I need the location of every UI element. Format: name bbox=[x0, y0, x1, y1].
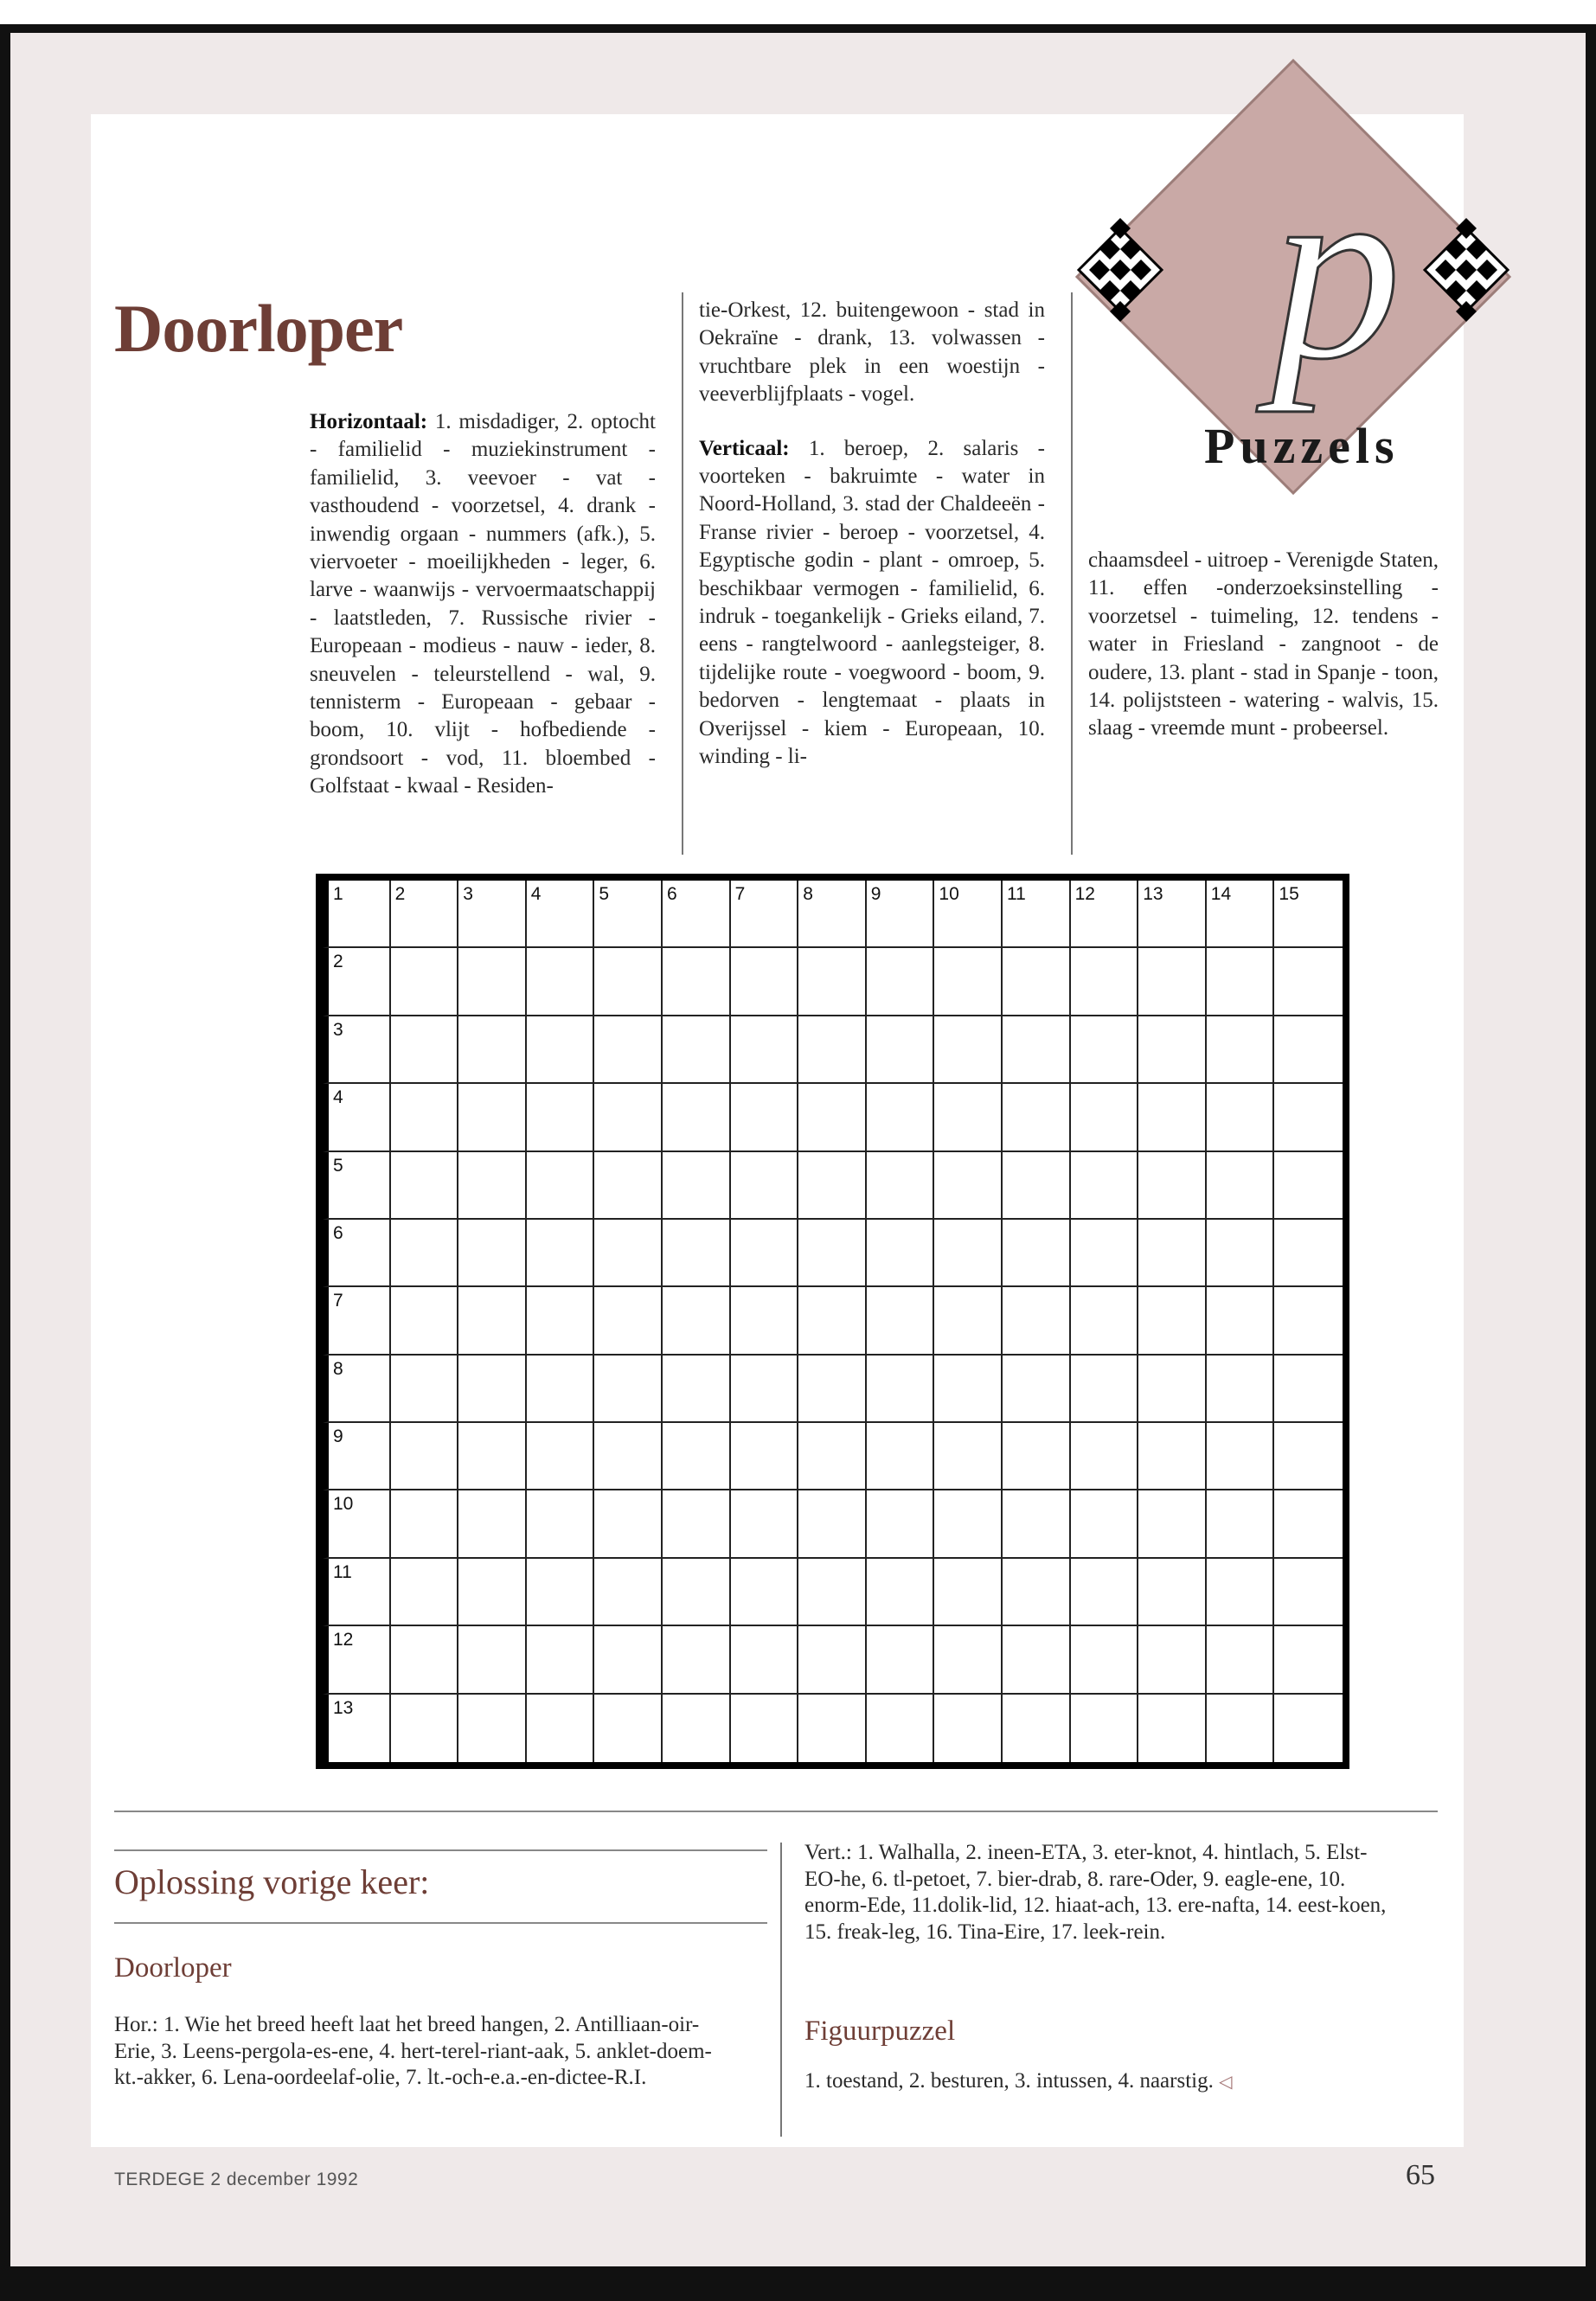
grid-cell[interactable] bbox=[1138, 1016, 1207, 1084]
grid-cell[interactable] bbox=[323, 1559, 391, 1626]
grid-cell[interactable] bbox=[323, 1152, 391, 1220]
grid-cell[interactable] bbox=[1207, 1287, 1275, 1355]
cell-number: 4 bbox=[333, 1087, 343, 1108]
grid-cell[interactable] bbox=[731, 1084, 799, 1151]
cell-number: 1 bbox=[333, 884, 343, 904]
grid-cell[interactable] bbox=[934, 1220, 1003, 1287]
grid-cell[interactable] bbox=[391, 881, 459, 948]
grid-cell[interactable] bbox=[458, 1490, 527, 1558]
grid-cell[interactable] bbox=[1003, 1559, 1071, 1626]
grid-cell[interactable] bbox=[798, 1287, 867, 1355]
grid-cell[interactable] bbox=[458, 1695, 527, 1762]
section-title: Puzzels bbox=[1204, 418, 1400, 474]
cell-number: 13 bbox=[1143, 884, 1163, 904]
grid-cell[interactable] bbox=[1071, 948, 1139, 1016]
grid-cell[interactable] bbox=[731, 881, 799, 948]
grid-cell[interactable] bbox=[1207, 1490, 1275, 1558]
solution-divider bbox=[780, 1843, 782, 2137]
clues-vertical-continued bbox=[1088, 547, 1439, 743]
grid-cell[interactable] bbox=[1003, 1152, 1071, 1220]
solution-vertical: Vert.: 1. Walhalla, 2. ineen-ETA, 3. eter-knot, 4. hintlach, 5. Elst-EO-he, 6. tl-petoet, 7. bier-drab, 8. rare-Oder, 9. eagle-ene, 10. enorm-Ede, 11.dolik-lid, 12. hiaat-ach, 13. ere-nafta, 14. eest-koen, 15. freak-leg, 16. Tina-Eire, 17. leek-rein. bbox=[804, 1841, 1387, 1944]
grid-cell[interactable] bbox=[867, 1152, 935, 1220]
grid-cell[interactable] bbox=[1003, 1356, 1071, 1423]
cell-number: 5 bbox=[599, 884, 610, 904]
grid-cell[interactable] bbox=[527, 1626, 595, 1694]
grid-cell[interactable] bbox=[663, 1626, 731, 1694]
grid-cell[interactable] bbox=[663, 1220, 731, 1287]
grid-cell[interactable] bbox=[1003, 1423, 1071, 1490]
grid-cell[interactable] bbox=[527, 1356, 595, 1423]
cell-number: 4 bbox=[530, 884, 542, 904]
column-divider-1 bbox=[682, 292, 683, 855]
grid-cell[interactable] bbox=[594, 1016, 663, 1084]
cell-number: 12 bbox=[333, 1630, 354, 1650]
cell-number: 15 bbox=[1279, 884, 1299, 904]
scan-border-top bbox=[0, 24, 1596, 33]
grid-cell[interactable] bbox=[391, 1356, 459, 1423]
grid-cell[interactable] bbox=[867, 1220, 935, 1287]
grid-cell[interactable] bbox=[323, 1287, 391, 1355]
grid-cell[interactable] bbox=[867, 1559, 935, 1626]
grid-cell[interactable] bbox=[1274, 1016, 1343, 1084]
puzzle-title: Doorloper bbox=[114, 291, 403, 366]
grid-cell[interactable] bbox=[934, 1084, 1003, 1151]
grid-cell[interactable] bbox=[731, 1016, 799, 1084]
grid-cell[interactable] bbox=[1003, 1016, 1071, 1084]
grid-cell[interactable] bbox=[1138, 1084, 1207, 1151]
grid-cell[interactable] bbox=[798, 1016, 867, 1084]
grid-cell[interactable] bbox=[594, 1559, 663, 1626]
grid-cell[interactable] bbox=[1207, 1626, 1275, 1694]
grid-cell[interactable] bbox=[323, 1490, 391, 1558]
grid-cell[interactable] bbox=[934, 1626, 1003, 1694]
grid-cell[interactable] bbox=[934, 881, 1003, 948]
grid-cell[interactable] bbox=[663, 1016, 731, 1084]
grid-cell[interactable] bbox=[458, 1626, 527, 1694]
grid-cell[interactable] bbox=[934, 1016, 1003, 1084]
grid-cell[interactable] bbox=[323, 1356, 391, 1423]
page-top-margin bbox=[0, 0, 1596, 26]
grid-cell[interactable] bbox=[1274, 1084, 1343, 1151]
grid-cell[interactable] bbox=[731, 1695, 799, 1762]
grid-cell[interactable] bbox=[934, 1695, 1003, 1762]
grid-cell[interactable] bbox=[527, 1152, 595, 1220]
grid-cell[interactable] bbox=[527, 1490, 595, 1558]
grid-cell[interactable] bbox=[1003, 881, 1071, 948]
grid-cell[interactable] bbox=[458, 1423, 527, 1490]
grid-cell[interactable] bbox=[391, 1016, 459, 1084]
grid-cell[interactable] bbox=[663, 1152, 731, 1220]
solution-top-rule bbox=[114, 1849, 767, 1851]
grid-cell[interactable] bbox=[867, 1626, 935, 1694]
grid-cell[interactable] bbox=[663, 1084, 731, 1151]
grid-cell[interactable] bbox=[663, 1490, 731, 1558]
grid-cell[interactable] bbox=[867, 1695, 935, 1762]
grid-cell[interactable] bbox=[867, 1490, 935, 1558]
grid-cell[interactable] bbox=[594, 1152, 663, 1220]
grid-cell[interactable] bbox=[1274, 1695, 1343, 1762]
grid-cell[interactable] bbox=[798, 1220, 867, 1287]
grid-cell[interactable] bbox=[1071, 1016, 1139, 1084]
grid-cell[interactable] bbox=[934, 948, 1003, 1016]
grid-cell[interactable] bbox=[323, 1016, 391, 1084]
grid-cell[interactable] bbox=[1207, 1559, 1275, 1626]
figuurpuzzel-title: Figuurpuzzel bbox=[804, 2016, 956, 2047]
grid-cell[interactable] bbox=[1274, 1626, 1343, 1694]
grid-cell[interactable] bbox=[934, 1356, 1003, 1423]
grid-cell[interactable] bbox=[391, 1559, 459, 1626]
cell-number: 6 bbox=[666, 884, 677, 904]
cell-number: 3 bbox=[333, 1019, 343, 1040]
publication-footer: TERDEGE 2 december 1992 bbox=[114, 2170, 359, 2189]
end-mark-icon: ◁ bbox=[1219, 2073, 1233, 2092]
grid-cell[interactable] bbox=[1207, 1084, 1275, 1151]
grid-cell[interactable] bbox=[867, 1287, 935, 1355]
grid-cell[interactable] bbox=[798, 1490, 867, 1558]
grid-cell[interactable] bbox=[1138, 948, 1207, 1016]
grid-cell[interactable] bbox=[731, 1220, 799, 1287]
grid-cell[interactable] bbox=[798, 1559, 867, 1626]
solution-doorloper-title: Doorloper bbox=[114, 1952, 232, 1984]
grid-cell[interactable] bbox=[663, 1695, 731, 1762]
clues-vertical bbox=[699, 297, 1045, 772]
grid-cell[interactable] bbox=[1138, 1490, 1207, 1558]
grid-cell[interactable] bbox=[1207, 1152, 1275, 1220]
grid-cell[interactable] bbox=[594, 1695, 663, 1762]
grid-cell[interactable] bbox=[1138, 1559, 1207, 1626]
grid-cell[interactable] bbox=[1003, 1287, 1071, 1355]
grid-cell[interactable] bbox=[731, 1287, 799, 1355]
grid-cell[interactable] bbox=[594, 1287, 663, 1355]
grid-cell[interactable] bbox=[1138, 1695, 1207, 1762]
grid-cell[interactable] bbox=[663, 1356, 731, 1423]
cell-number: 7 bbox=[734, 884, 746, 904]
grid-cell[interactable] bbox=[798, 1152, 867, 1220]
grid-cell[interactable] bbox=[527, 948, 595, 1016]
clues-vertical-text: 1. beroep, 2. salaris - voorteken - bakruimte - water in Noord-Holland, 3. stad der Chaldeeën - Franse rivier - beroep - voorzetsel, 4. Egyptische godin - plant - omroep, 5. beschikbaar vermogen - familielid, 6. indruk - toegankelijk - Grieks eiland, 7. eens - rangtelwoord - aanlegsteiger, 8. tijdelijke route - voegwoord - boom, 9. bedorven - lengtemaat - plaats in Overijssel - kiem - Europeaan, 10. winding - li- bbox=[699, 436, 1045, 769]
cell-number: 13 bbox=[333, 1697, 354, 1718]
grid-cell[interactable] bbox=[663, 948, 731, 1016]
grid-cell[interactable] bbox=[458, 881, 527, 948]
solution-heading: Oplossing vorige keer: bbox=[114, 1862, 430, 1901]
grid-cell[interactable] bbox=[1071, 1559, 1139, 1626]
grid-cell[interactable] bbox=[594, 1626, 663, 1694]
scan-border-left bbox=[0, 24, 10, 2301]
grid-cell[interactable] bbox=[731, 1356, 799, 1423]
cell-number: 8 bbox=[333, 1358, 343, 1379]
grid-cell[interactable] bbox=[1207, 1016, 1275, 1084]
cell-number: 9 bbox=[333, 1426, 343, 1447]
grid-cell[interactable] bbox=[1207, 881, 1275, 948]
grid-cell[interactable] bbox=[934, 1287, 1003, 1355]
grid-cell[interactable] bbox=[1138, 1287, 1207, 1355]
grid-cell[interactable] bbox=[1207, 1220, 1275, 1287]
grid-cell[interactable] bbox=[1071, 1220, 1139, 1287]
grid-cell[interactable] bbox=[1274, 1287, 1343, 1355]
figuurpuzzel-text: 1. toestand, 2. besturen, 3. intussen, 4. naarstig. bbox=[804, 2069, 1214, 2093]
solution-horizontal: Hor.: 1. Wie het breed heeft laat het breed hangen, 2. Antilliaan-oir-Erie, 3. Leens-pergola-es-ene, 4. hert-terel-riant-aak, 5. anklet-doem-kt.-akker, 6. Lena-oordeelaf-olie, 7. lt.-och-e.a.-en-dictee-R.I. bbox=[114, 2013, 712, 2089]
grid-cell[interactable] bbox=[323, 948, 391, 1016]
grid-cell[interactable] bbox=[1071, 1626, 1139, 1694]
grid-cell[interactable] bbox=[798, 1626, 867, 1694]
grid-cell[interactable] bbox=[798, 1695, 867, 1762]
grid-cell[interactable] bbox=[1003, 948, 1071, 1016]
grid-cell[interactable] bbox=[1274, 1423, 1343, 1490]
grid-cell[interactable] bbox=[594, 1356, 663, 1423]
grid-cell[interactable] bbox=[527, 881, 595, 948]
grid-cell[interactable] bbox=[1207, 948, 1275, 1016]
grid-cell[interactable] bbox=[934, 1152, 1003, 1220]
page-number: 65 bbox=[1406, 2159, 1435, 2191]
grid-cell[interactable] bbox=[527, 1287, 595, 1355]
grid-cell[interactable] bbox=[594, 1084, 663, 1151]
grid-cell[interactable] bbox=[1207, 1423, 1275, 1490]
grid-cell[interactable] bbox=[1003, 1084, 1071, 1151]
grid-cell[interactable] bbox=[1071, 1695, 1139, 1762]
grid-cell[interactable] bbox=[458, 1016, 527, 1084]
grid-cell[interactable] bbox=[1071, 1287, 1139, 1355]
grid-cell[interactable] bbox=[934, 1423, 1003, 1490]
grid-cell[interactable] bbox=[391, 1626, 459, 1694]
grid-cell[interactable] bbox=[527, 1695, 595, 1762]
grid-cell[interactable] bbox=[867, 881, 935, 948]
grid-cell[interactable] bbox=[1207, 1695, 1275, 1762]
grid-cell[interactable] bbox=[1274, 1490, 1343, 1558]
grid-cell[interactable] bbox=[458, 1287, 527, 1355]
grid-cell[interactable] bbox=[391, 1152, 459, 1220]
figuurpuzzel-solution bbox=[804, 2068, 1410, 2096]
grid-cell[interactable] bbox=[1274, 1220, 1343, 1287]
grid-cell[interactable] bbox=[323, 1626, 391, 1694]
clues-horizontal-continued: tie-Orkest, 12. buitengewoon - stad in Oekraïne - drank, 13. volwassen - vruchtbare plek in een woestijn - veeverblijfplaats - vogel. bbox=[699, 298, 1045, 407]
grid-cell[interactable] bbox=[458, 948, 527, 1016]
grid-cell[interactable] bbox=[731, 1559, 799, 1626]
cell-number: 10 bbox=[333, 1494, 354, 1515]
grid-cell[interactable] bbox=[798, 1356, 867, 1423]
grid-cell[interactable] bbox=[798, 881, 867, 948]
grid-cell[interactable] bbox=[731, 1626, 799, 1694]
cell-number: 11 bbox=[333, 1561, 352, 1582]
grid-cell[interactable] bbox=[1138, 1626, 1207, 1694]
grid-cell[interactable] bbox=[1138, 1356, 1207, 1423]
grid-cell[interactable] bbox=[323, 1220, 391, 1287]
grid-cell[interactable] bbox=[1003, 1695, 1071, 1762]
grid-cell[interactable] bbox=[1274, 1356, 1343, 1423]
grid-cell[interactable] bbox=[458, 1559, 527, 1626]
grid-cell[interactable] bbox=[867, 1356, 935, 1423]
grid-cell[interactable] bbox=[663, 881, 731, 948]
grid-cell[interactable] bbox=[391, 1084, 459, 1151]
grid-cell[interactable] bbox=[1138, 881, 1207, 948]
column-divider-2 bbox=[1071, 292, 1073, 855]
grid-cell[interactable] bbox=[663, 1559, 731, 1626]
cell-number: 9 bbox=[870, 884, 881, 904]
grid-cell[interactable] bbox=[1274, 881, 1343, 948]
grid-cell[interactable] bbox=[1274, 1559, 1343, 1626]
cell-number: 2 bbox=[333, 952, 343, 972]
cell-number: 3 bbox=[463, 884, 473, 904]
clues-horizontal-text: 1. misdadiger, 2. optocht - familielid - muziekinstrument -familielid, 3. veevoer - vat - vasthoudend - voorzetsel, 4. drank - inwendig orgaan - nummers (afk.), 5. viervoeter - moeilijkheden - leger, 6. larve - waanwijs - vervoermaatschappij - laatstleden, 7. Russische rivier - Europeaan - modieus - nauw - ieder, 8. sneuvelen - teleurstellend - wal, 9. tennisterm - Europeaan - gebaar - boom, 10. vlijt - hofbediende - grondsoort - vod, 11. bloembed - Golfstaat - kwaal - Residen- bbox=[310, 410, 656, 798]
cell-number: 12 bbox=[1074, 884, 1095, 904]
cell-number: 5 bbox=[333, 1155, 343, 1176]
grid-cell[interactable] bbox=[527, 1559, 595, 1626]
grid-cell[interactable] bbox=[1071, 1084, 1139, 1151]
clues-horizontal bbox=[310, 408, 656, 801]
grid-cell[interactable] bbox=[731, 1152, 799, 1220]
grid-cell[interactable] bbox=[391, 1287, 459, 1355]
grid-cell[interactable] bbox=[527, 1220, 595, 1287]
grid-cell[interactable] bbox=[798, 1423, 867, 1490]
grid-cell[interactable] bbox=[594, 1220, 663, 1287]
grid-cell[interactable] bbox=[323, 881, 391, 948]
grid-cell[interactable] bbox=[934, 1559, 1003, 1626]
grid-cell[interactable] bbox=[323, 1084, 391, 1151]
grid-cell[interactable] bbox=[1274, 948, 1343, 1016]
grid-cell[interactable] bbox=[867, 1423, 935, 1490]
grid-cell[interactable] bbox=[731, 1490, 799, 1558]
grid-cell[interactable] bbox=[1071, 1490, 1139, 1558]
grid-cell[interactable] bbox=[391, 948, 459, 1016]
grid-cell[interactable] bbox=[594, 1490, 663, 1558]
scan-border-bottom bbox=[0, 2266, 1596, 2301]
grid-cell[interactable] bbox=[323, 1423, 391, 1490]
cell-number: 14 bbox=[1210, 884, 1232, 904]
grid-cell[interactable] bbox=[391, 1423, 459, 1490]
grid-cell[interactable] bbox=[527, 1084, 595, 1151]
cell-number: 8 bbox=[803, 884, 813, 904]
cell-number: 10 bbox=[939, 884, 959, 904]
grid-cell[interactable] bbox=[458, 1356, 527, 1423]
grid-cell[interactable] bbox=[1003, 1626, 1071, 1694]
grid-cell[interactable] bbox=[391, 1220, 459, 1287]
grid-cell[interactable] bbox=[1003, 1220, 1071, 1287]
grid-cell[interactable] bbox=[867, 1016, 935, 1084]
section-divider bbox=[114, 1811, 1438, 1812]
crossword-grid bbox=[316, 874, 1349, 1769]
grid-cell[interactable] bbox=[798, 1084, 867, 1151]
grid-cell[interactable] bbox=[458, 1084, 527, 1151]
grid-cell[interactable] bbox=[1274, 1152, 1343, 1220]
grid-cell[interactable] bbox=[798, 948, 867, 1016]
grid-cell[interactable] bbox=[1003, 1490, 1071, 1558]
grid-cell[interactable] bbox=[527, 1016, 595, 1084]
grid-cell[interactable] bbox=[731, 1423, 799, 1490]
grid-cell[interactable] bbox=[458, 1220, 527, 1287]
grid-cell[interactable] bbox=[663, 1423, 731, 1490]
grid-cell[interactable] bbox=[323, 1695, 391, 1762]
logo-letter: p bbox=[1272, 125, 1401, 413]
grid-cell[interactable] bbox=[1138, 1152, 1207, 1220]
grid-cell[interactable] bbox=[391, 1490, 459, 1558]
grid-cell[interactable] bbox=[527, 1423, 595, 1490]
scan-border-right bbox=[1586, 24, 1596, 2301]
grid-cell[interactable] bbox=[1138, 1220, 1207, 1287]
grid-cell[interactable] bbox=[1207, 1356, 1275, 1423]
grid-cell[interactable] bbox=[594, 881, 663, 948]
grid-cell[interactable] bbox=[934, 1490, 1003, 1558]
cell-number: 11 bbox=[1006, 884, 1026, 904]
grid-cell[interactable] bbox=[458, 1152, 527, 1220]
grid-cell[interactable] bbox=[594, 948, 663, 1016]
grid-cell[interactable] bbox=[1071, 881, 1139, 948]
grid-cell[interactable] bbox=[663, 1287, 731, 1355]
clues-horizontal-label: Horizontaal: bbox=[310, 410, 428, 433]
clues-vertical-continued-text: chaamsdeel - uitroep - Verenigde Staten, 11. effen -onderzoeksinstelling - voorzetsel - tuimeling, 12. tendens - water in Friesland - zangnoot - de oudere, 13. plant - stad in Spanje - toon, 14. polijststeen - watering - walvis, 15. slaag - vreemde munt - probeersel. bbox=[1088, 548, 1439, 740]
grid-cell[interactable] bbox=[731, 948, 799, 1016]
grid-cell[interactable] bbox=[867, 948, 935, 1016]
cell-number: 6 bbox=[333, 1222, 343, 1243]
grid-cell[interactable] bbox=[867, 1084, 935, 1151]
grid-cell[interactable] bbox=[1071, 1423, 1139, 1490]
cell-number: 7 bbox=[333, 1291, 343, 1311]
grid-cell[interactable] bbox=[1138, 1423, 1207, 1490]
grid-cell[interactable] bbox=[594, 1423, 663, 1490]
grid-cell[interactable] bbox=[1071, 1152, 1139, 1220]
grid-cell[interactable] bbox=[391, 1695, 459, 1762]
solution-heading-rule bbox=[114, 1922, 767, 1924]
grid-cell[interactable] bbox=[1071, 1356, 1139, 1423]
cell-number: 2 bbox=[394, 884, 406, 904]
clues-vertical-label: Verticaal: bbox=[699, 436, 790, 460]
